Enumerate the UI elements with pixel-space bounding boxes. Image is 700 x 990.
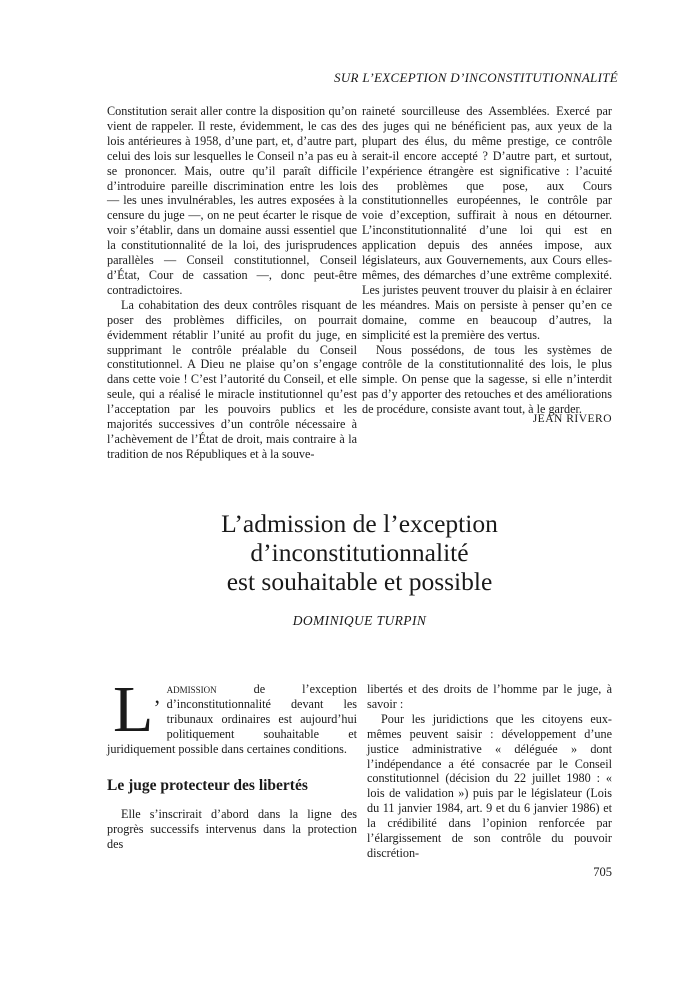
- title-line: L’admission de l’exception: [221, 509, 498, 538]
- article-right-column: [367, 682, 612, 861]
- section-heading: Le juge protecteur des libertés: [107, 776, 308, 794]
- opening-paragraph: [107, 673, 357, 757]
- opening-text: de l’exception d’inconstitutionnalité devant les tribunaux ordinaires est aujourd’hui politiquement souhaitable et juridiquement possible dans certaines conditions.: [107, 682, 357, 756]
- paragraph: Elle s’inscrirait d’abord dans la ligne des progrès successifs intervenus dans la protection des: [107, 807, 357, 852]
- article-author: DOMINIQUE TURPIN: [292, 613, 427, 628]
- title-line: d’inconstitutionnalité: [250, 538, 469, 567]
- running-head: SUR L’EXCEPTION D’INCONSTITUTIONNALITÉ: [334, 70, 618, 85]
- paragraph: raineté sourcilleuse des Assemblées. Exercé par des juges qui ne bénéficient pas, aux yeux de la plupart des élus, du même prestige, ce contrôle serait-il encore accepté ? D’autre part, et surtout, l’expérience étrangère est significative : l’acuité des problèmes que pose, aux Cours constitutionnelles européennes, le contrôle par voie d’exception, suffirait à nous en détourner. L’inconstitutionnalité d’une loi qui est en application depuis des années impose, aux législateurs, aux Gouvernements, aux Cours elles-mêmes, des démarches d’une extrême complexité. Les juristes peuvent trouver du plaisir à en éclairer les méandres. Mais on persiste à penser qu’en ce domaine, comme en beaucoup d’autres, la simplicité est la première des vertus.: [362, 104, 612, 342]
- article-left-column: [107, 673, 357, 852]
- paragraph: La cohabitation des deux contrôles risquant de poser des problèmes difficiles, on pourrait évidemment rétablir l’unité au profit du juge, en supprimant le contrôle préalable du Conseil constitutionnel. A Dieu ne plaise qu’on s’engage dans cette voie ! C’est l’autorité du Conseil, et elle seule, qui a réalisé le miracle institutionnel qu’est l’acceptation par les pouvoirs publics et les majorités successives d’un contrôle nécessaire à l’achèvement de l’État de droit, mais contraire à la tradition de nos Républiques et à la souve-: [107, 297, 357, 461]
- previous-article-left-column: [107, 104, 357, 462]
- paragraph: Nous possédons, de tous les systèmes de contrôle de la constitutionnalité des lois, le plus simple. On pense que la sagesse, si elle n’interdit pas d’y apporter des retouches et des améliorations de procédure, consiste avant tout, à le garder.: [362, 342, 612, 417]
- paragraph: Pour les juridictions que les citoyens eux-mêmes peuvent saisir : développement d’une justice administrative « déléguée » dont l’indépendance a été consacrée par le Conseil constitutionnel (décision du 22 juillet 1980 : « lois de validation ») puis par le législateur (Lois du 11 janvier 1984, art. 9 et du 6 janvier 1986) et la crédibilité dans l’opinion renforcée par l’élargissement de son contrôle du pouvoir discrétion-: [367, 711, 612, 860]
- page-number: 705: [593, 865, 612, 879]
- paragraph: Constitution serait aller contre la disposition qu’on vient de rappeler. Il reste, évidemment, le cas des lois antérieures à 1958, d’une part, et, d’autre part, celui des lois sur lesquelles le Conseil n’a pas eu à se prononcer. Mais, outre qu’il paraît difficile d’introduire pareille discrimination entre les lois — les unes invulnérables, les autres exposées à la censure du juge —, on ne peut écarter le risque de voir s’établir, dans un domaine aussi essentiel que la constitutionnalité de la loi, des jurisprudences parallèles — Conseil constitutionnel, Conseil d’État, Cour de cassation —, donc peut-être contradictoires.: [107, 104, 357, 297]
- drop-cap: L’: [113, 673, 161, 746]
- previous-article-right-column: [362, 104, 612, 417]
- opening-smallcaps: admission: [166, 682, 217, 696]
- author-signature: JEAN RIVERO: [532, 413, 612, 425]
- title-line: est souhaitable et possible: [226, 567, 493, 596]
- article-title: [107, 509, 612, 596]
- paragraph: libertés et des droits de l’homme par le juge, à savoir :: [367, 682, 612, 711]
